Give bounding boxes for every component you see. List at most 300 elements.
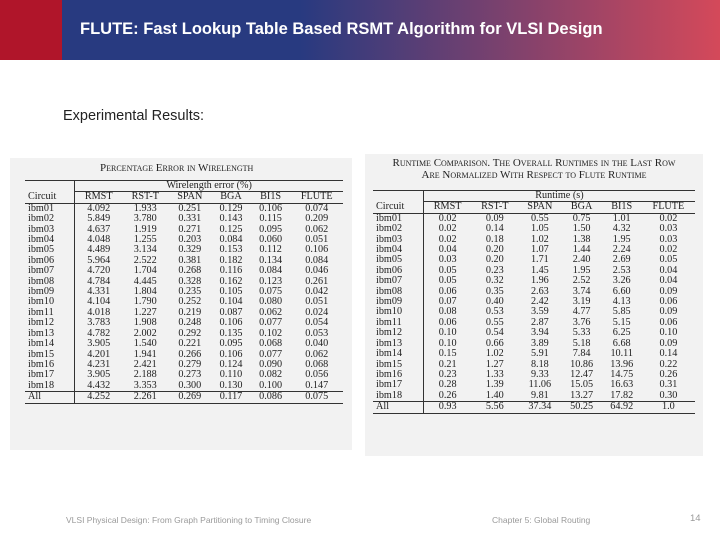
circuit-cell: ibm16 [373, 370, 423, 380]
value-cell: 5.15 [612, 316, 631, 328]
value-cell: 0.02 [659, 244, 678, 256]
section-subtitle: Experimental Results: [63, 108, 205, 124]
value-cell: 1.933 [133, 202, 157, 214]
value-cell: 0.271 [178, 223, 202, 235]
value-cell: 3.59 [530, 306, 549, 318]
value-cell: 0.09 [659, 306, 678, 318]
value-cell: 3.905 [87, 369, 111, 381]
circuit-cell: All [373, 402, 423, 413]
column-header: RST-T [122, 192, 168, 203]
circuit-cell: ibm02 [25, 214, 75, 224]
value-cell: 0.134 [259, 254, 283, 266]
value-cell: 3.26 [612, 275, 631, 287]
value-cell: 4.331 [87, 286, 111, 298]
value-cell: 3.19 [572, 296, 591, 308]
value-cell: 1.02 [530, 233, 549, 245]
circuit-cell: ibm18 [373, 391, 423, 402]
value-cell: 2.87 [530, 316, 549, 328]
column-header: RST-T [471, 202, 518, 213]
value-cell: 0.03 [438, 254, 457, 266]
value-cell: 1.919 [133, 223, 157, 235]
value-cell: 0.10 [438, 327, 457, 339]
value-cell: 1.96 [530, 275, 549, 287]
value-cell: 0.115 [259, 213, 282, 225]
value-cell: 0.116 [219, 265, 243, 277]
value-cell: 0.110 [219, 369, 243, 381]
value-cell: 0.104 [219, 296, 243, 308]
column-header: BGA [211, 192, 251, 203]
value-cell: 0.087 [219, 306, 243, 318]
value-cell: 2.40 [572, 254, 591, 266]
wirelength-error-table-panel [10, 158, 352, 450]
circuit-cell: ibm10 [25, 297, 75, 307]
value-cell: 0.062 [259, 306, 283, 318]
value-cell: 0.05 [659, 254, 678, 266]
circuit-cell: ibm03 [25, 225, 75, 235]
circuit-cell: ibm09 [25, 287, 75, 297]
value-cell: 1.27 [485, 358, 504, 370]
circuit-cell: ibm11 [25, 308, 75, 318]
table2-caption-line2: Are Normalized With Respect to Flute Runtime [421, 169, 647, 181]
value-cell: 1.01 [612, 212, 631, 224]
value-cell: 16.63 [610, 379, 634, 391]
value-cell: 0.03 [659, 223, 678, 235]
value-cell: 0.135 [219, 327, 243, 339]
value-cell: 0.40 [485, 296, 504, 308]
value-cell: 5.849 [87, 213, 111, 225]
value-cell: 0.261 [305, 275, 329, 287]
value-cell: 0.66 [485, 337, 504, 349]
table2-group-label: Runtime (s) [423, 191, 695, 202]
value-cell: 0.086 [251, 392, 291, 403]
value-cell: 0.10 [438, 337, 457, 349]
value-cell: 2.63 [530, 285, 549, 297]
circuit-cell: ibm15 [25, 350, 75, 360]
value-cell: 0.105 [219, 286, 243, 298]
value-cell: 5.56 [471, 402, 518, 413]
column-header: FLUTE [642, 202, 695, 213]
value-cell: 0.182 [219, 254, 243, 266]
value-cell: 0.112 [259, 244, 282, 256]
value-cell: 0.074 [305, 202, 329, 214]
value-cell: 0.062 [305, 348, 329, 360]
value-cell: 0.162 [219, 275, 243, 287]
circuit-cell: ibm17 [25, 370, 75, 380]
value-cell: 0.02 [438, 233, 457, 245]
value-cell: 1.95 [572, 264, 591, 276]
value-cell: 1.71 [530, 254, 549, 266]
runtime-table-panel [365, 154, 703, 456]
footer-chapter: Chapter 5: Global Routing [492, 515, 591, 525]
circuit-cell: ibm12 [25, 318, 75, 328]
circuit-cell: ibm18 [25, 381, 75, 392]
value-cell: 0.062 [305, 223, 329, 235]
value-cell: 0.084 [219, 234, 243, 246]
value-cell: 0.28 [438, 379, 457, 391]
value-cell: 3.783 [87, 317, 111, 329]
value-cell: 1.39 [485, 379, 504, 391]
value-cell: 0.05 [438, 275, 457, 287]
value-cell: 0.20 [485, 254, 504, 266]
value-cell: 2.002 [133, 327, 157, 339]
value-cell: 4.092 [87, 202, 111, 214]
value-cell: 0.02 [659, 212, 678, 224]
value-cell: 0.046 [305, 265, 329, 277]
value-cell: 0.068 [305, 358, 329, 370]
value-cell: 0.252 [178, 296, 202, 308]
value-cell: 0.040 [305, 338, 329, 350]
value-cell: 0.03 [659, 233, 678, 245]
value-cell: 37.34 [518, 402, 561, 413]
runtime-table [373, 190, 695, 414]
value-cell: 0.14 [659, 348, 678, 360]
value-cell: 1.33 [485, 368, 504, 380]
value-cell: 11.06 [528, 379, 552, 391]
value-cell: 7.84 [572, 348, 591, 360]
value-cell: 0.266 [178, 348, 202, 360]
value-cell: 0.292 [178, 327, 202, 339]
value-cell: 0.05 [438, 264, 457, 276]
circuit-cell: ibm04 [373, 245, 423, 255]
value-cell: 4.784 [87, 275, 111, 287]
value-cell: 0.30 [659, 389, 678, 401]
value-cell: 4.432 [87, 379, 111, 391]
value-cell: 0.054 [305, 317, 329, 329]
value-cell: 1.95 [612, 233, 631, 245]
column-header: RMST [75, 192, 122, 203]
table1-caption: Percentage Error in Wirelength [100, 162, 254, 174]
value-cell: 0.090 [259, 358, 283, 370]
value-cell: 0.93 [423, 402, 471, 413]
value-cell: 0.153 [219, 244, 243, 256]
value-cell: 0.15 [438, 348, 457, 360]
value-cell: 4.252 [75, 392, 122, 403]
value-cell: 0.10 [659, 327, 678, 339]
circuit-cell: ibm13 [373, 339, 423, 349]
value-cell: 0.279 [178, 358, 202, 370]
value-cell: 1.804 [133, 286, 157, 298]
value-cell: 0.22 [659, 358, 678, 370]
value-cell: 0.300 [178, 379, 202, 391]
value-cell: 0.095 [219, 338, 243, 350]
value-cell: 1.45 [530, 264, 549, 276]
value-cell: 0.251 [178, 202, 202, 214]
value-cell: 0.273 [178, 369, 202, 381]
value-cell: 4.104 [87, 296, 111, 308]
value-cell: 0.328 [178, 275, 202, 287]
value-cell: 1.44 [572, 244, 591, 256]
value-cell: 2.52 [572, 275, 591, 287]
circuit-cell: ibm05 [25, 245, 75, 255]
value-cell: 0.077 [259, 348, 283, 360]
table1-group-row [25, 181, 343, 192]
value-cell: 0.221 [178, 338, 202, 350]
circuit-cell: ibm10 [373, 307, 423, 317]
value-cell: 13.27 [570, 389, 594, 401]
value-cell: 2.261 [122, 392, 168, 403]
value-cell: 0.53 [485, 306, 504, 318]
value-cell: 0.056 [305, 369, 329, 381]
slide-title: FLUTE: Fast Lookup Table Based RSMT Algorithm for VLSI Design [80, 20, 603, 38]
value-cell: 0.35 [485, 285, 504, 297]
value-cell: 17.82 [610, 389, 634, 401]
value-cell: 5.33 [572, 327, 591, 339]
value-cell: 0.060 [259, 234, 283, 246]
value-cell: 12.47 [570, 368, 594, 380]
value-cell: 4.489 [87, 244, 111, 256]
value-cell: 2.24 [612, 244, 631, 256]
footer-book-title: VLSI Physical Design: From Graph Partitioning to Timing Closure [66, 515, 312, 525]
value-cell: 0.08 [438, 306, 457, 318]
value-cell: 0.09 [659, 285, 678, 297]
circuit-cell: ibm08 [373, 287, 423, 297]
circuit-cell: ibm04 [25, 235, 75, 245]
value-cell: 0.269 [168, 392, 211, 403]
value-cell: 1.05 [530, 223, 549, 235]
column-header: Circuit [373, 202, 423, 213]
value-cell: 0.14 [485, 223, 504, 235]
value-cell: 0.268 [178, 265, 202, 277]
value-cell: 0.331 [178, 213, 202, 225]
value-cell: 13.96 [610, 358, 634, 370]
value-cell: 0.106 [259, 202, 283, 214]
value-cell: 0.102 [259, 327, 283, 339]
value-cell: 1.704 [133, 265, 157, 277]
value-cell: 1.908 [133, 317, 157, 329]
value-cell: 0.130 [219, 379, 243, 391]
circuit-cell: ibm16 [25, 360, 75, 370]
value-cell: 0.051 [305, 296, 329, 308]
value-cell: 2.421 [133, 358, 157, 370]
value-cell: 4.32 [612, 223, 631, 235]
value-cell: 0.143 [219, 213, 243, 225]
circuit-cell: ibm12 [373, 328, 423, 338]
value-cell: 2.69 [612, 254, 631, 266]
value-cell: 0.20 [485, 244, 504, 256]
value-cell: 1.0 [642, 402, 695, 413]
circuit-cell: ibm01 [373, 213, 423, 224]
value-cell: 2.42 [530, 296, 549, 308]
value-cell: 0.23 [485, 264, 504, 276]
circuit-cell: ibm09 [373, 297, 423, 307]
circuit-cell: ibm11 [373, 318, 423, 328]
value-cell: 0.07 [438, 296, 457, 308]
column-header: FLUTE [290, 192, 343, 203]
value-cell: 0.219 [178, 306, 202, 318]
value-cell: 9.33 [530, 368, 549, 380]
value-cell: 0.248 [178, 317, 202, 329]
value-cell: 50.25 [562, 402, 602, 413]
value-cell: 4.018 [87, 306, 111, 318]
value-cell: 0.124 [219, 358, 243, 370]
circuit-cell: ibm14 [25, 339, 75, 349]
value-cell: 0.106 [219, 317, 243, 329]
value-cell: 0.09 [659, 337, 678, 349]
value-cell: 0.26 [659, 368, 678, 380]
value-cell: 0.02 [438, 223, 457, 235]
table-row [25, 339, 343, 349]
value-cell: 0.106 [305, 244, 329, 256]
value-cell: 10.86 [570, 358, 594, 370]
circuit-cell: ibm03 [373, 235, 423, 245]
value-cell: 1.38 [572, 233, 591, 245]
value-cell: 0.051 [305, 234, 329, 246]
table2-column-headers [373, 202, 695, 213]
value-cell: 14.75 [610, 368, 634, 380]
value-cell: 0.21 [438, 358, 457, 370]
value-cell: 5.18 [572, 337, 591, 349]
value-cell: 4.231 [87, 358, 111, 370]
column-header: BI1S [251, 192, 291, 203]
value-cell: 0.06 [659, 296, 678, 308]
value-cell: 0.55 [485, 316, 504, 328]
table1-column-headers [25, 192, 343, 203]
value-cell: 0.06 [659, 316, 678, 328]
page-number: 14 [690, 513, 701, 524]
circuit-cell: ibm08 [25, 277, 75, 287]
value-cell: 3.89 [530, 337, 549, 349]
value-cell: 0.068 [259, 338, 283, 350]
circuit-cell: ibm13 [25, 329, 75, 339]
wirelength-error-table [25, 180, 343, 404]
column-header: BGA [562, 202, 602, 213]
value-cell: 1.40 [485, 389, 504, 401]
value-cell: 15.05 [570, 379, 594, 391]
value-cell: 5.91 [530, 348, 549, 360]
value-cell: 1.07 [530, 244, 549, 256]
value-cell: 0.02 [438, 212, 457, 224]
value-cell: 4.201 [87, 348, 111, 360]
value-cell: 0.106 [219, 348, 243, 360]
value-cell: 0.09 [485, 212, 504, 224]
value-cell: 0.23 [438, 368, 457, 380]
table-total-row [25, 392, 343, 403]
value-cell: 0.04 [659, 275, 678, 287]
value-cell: 3.905 [87, 338, 111, 350]
value-cell: 0.084 [259, 265, 283, 277]
column-header: Circuit [25, 192, 75, 203]
value-cell: 1.02 [485, 348, 504, 360]
value-cell: 0.18 [485, 233, 504, 245]
value-cell: 5.964 [87, 254, 111, 266]
table-row [25, 381, 343, 392]
value-cell: 1.50 [572, 223, 591, 235]
value-cell: 1.790 [133, 296, 157, 308]
circuit-cell: ibm07 [373, 276, 423, 286]
value-cell: 0.075 [290, 392, 343, 403]
value-cell: 4.445 [133, 275, 157, 287]
value-cell: 1.255 [133, 234, 157, 246]
value-cell: 10.11 [610, 348, 633, 360]
circuit-cell: ibm05 [373, 255, 423, 265]
value-cell: 0.235 [178, 286, 202, 298]
circuit-cell: ibm06 [373, 266, 423, 276]
value-cell: 3.94 [530, 327, 549, 339]
value-cell: 0.095 [259, 223, 283, 235]
value-cell: 0.32 [485, 275, 504, 287]
value-cell: 4.13 [612, 296, 631, 308]
value-cell: 0.147 [305, 379, 329, 391]
value-cell: 4.782 [87, 327, 111, 339]
value-cell: 0.75 [572, 212, 591, 224]
value-cell: 0.123 [259, 275, 283, 287]
value-cell: 4.720 [87, 265, 111, 277]
value-cell: 0.203 [178, 234, 202, 246]
column-header: SPAN [168, 192, 211, 203]
value-cell: 64.92 [602, 402, 642, 413]
table2-body [373, 213, 695, 413]
value-cell: 0.117 [211, 392, 251, 403]
value-cell: 0.54 [485, 327, 504, 339]
value-cell: 0.04 [659, 264, 678, 276]
value-cell: 3.74 [572, 285, 591, 297]
value-cell: 0.075 [259, 286, 283, 298]
circuit-cell: ibm17 [373, 380, 423, 390]
circuit-cell: ibm07 [25, 266, 75, 276]
value-cell: 1.540 [133, 338, 157, 350]
value-cell: 4.77 [572, 306, 591, 318]
value-cell: 0.042 [305, 286, 329, 298]
value-cell: 4.637 [87, 223, 111, 235]
circuit-cell: ibm14 [373, 349, 423, 359]
circuit-cell: ibm02 [373, 224, 423, 234]
table-row [373, 349, 695, 359]
value-cell: 0.06 [438, 285, 457, 297]
value-cell: 6.25 [612, 327, 631, 339]
value-cell: 6.68 [612, 337, 631, 349]
value-cell: 8.18 [530, 358, 549, 370]
value-cell: 0.084 [305, 254, 329, 266]
value-cell: 0.129 [219, 202, 243, 214]
value-cell: 9.81 [530, 389, 549, 401]
table1-body [25, 203, 343, 403]
table-row [373, 391, 695, 402]
circuit-cell: All [25, 392, 75, 403]
value-cell: 0.55 [530, 212, 549, 224]
value-cell: 0.024 [305, 306, 329, 318]
value-cell: 0.209 [305, 213, 329, 225]
circuit-cell: ibm06 [25, 256, 75, 266]
value-cell: 0.26 [438, 389, 457, 401]
value-cell: 2.53 [612, 264, 631, 276]
circuit-cell: ibm01 [25, 203, 75, 214]
value-cell: 3.134 [133, 244, 157, 256]
circuit-cell: ibm15 [373, 360, 423, 370]
value-cell: 0.06 [438, 316, 457, 328]
title-bar [0, 0, 720, 60]
value-cell: 0.082 [259, 369, 283, 381]
value-cell: 6.60 [612, 285, 631, 297]
table2-group-row [373, 191, 695, 202]
table2-caption [372, 157, 696, 181]
column-header: RMST [423, 202, 471, 213]
value-cell: 0.100 [259, 379, 283, 391]
value-cell: 0.329 [178, 244, 202, 256]
column-header: BI1S [602, 202, 642, 213]
value-cell: 3.353 [133, 379, 157, 391]
value-cell: 1.941 [133, 348, 157, 360]
value-cell: 1.227 [133, 306, 157, 318]
value-cell: 0.381 [178, 254, 202, 266]
value-cell: 2.522 [133, 254, 157, 266]
value-cell: 0.31 [659, 379, 678, 391]
value-cell: 4.048 [87, 234, 111, 246]
value-cell: 3.780 [133, 213, 157, 225]
value-cell: 0.080 [259, 296, 283, 308]
value-cell: 5.85 [612, 306, 631, 318]
value-cell: 0.125 [219, 223, 243, 235]
table-total-row [373, 402, 695, 413]
